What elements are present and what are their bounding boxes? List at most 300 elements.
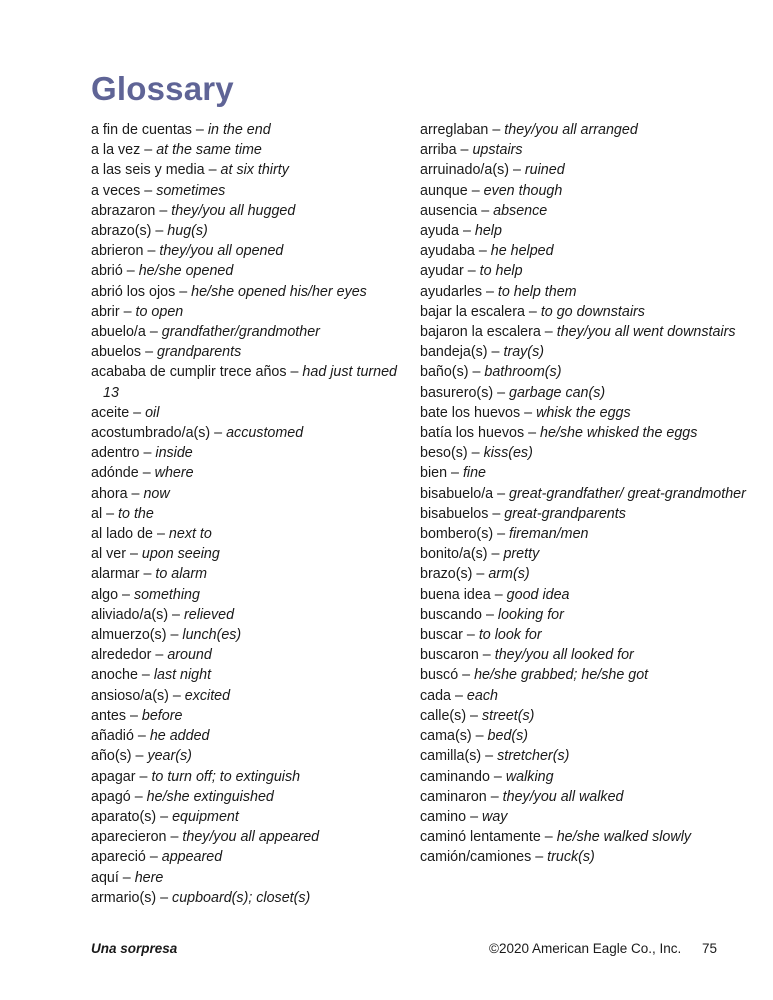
glossary-entry (420, 847, 750, 867)
glossary-term: buscar (420, 627, 463, 644)
glossary-entry (420, 423, 750, 443)
glossary-separator: – (168, 606, 184, 623)
glossary-separator: – (524, 425, 541, 442)
glossary-separator: – (493, 526, 510, 543)
glossary-separator: – (487, 344, 504, 361)
glossary-definition: bed(s) (487, 728, 529, 745)
glossary-definition: last night (153, 667, 212, 684)
glossary-definition: good idea (506, 586, 570, 603)
glossary-definition: inside (155, 445, 193, 462)
glossary-term: bajar la escalera (420, 303, 525, 320)
glossary-separator: – (520, 404, 537, 421)
glossary-entry (420, 625, 750, 645)
glossary-term: bisabuelo/a (420, 485, 494, 502)
glossary-separator: – (153, 526, 169, 543)
glossary-separator: – (481, 748, 498, 765)
glossary-separator: – (286, 364, 303, 381)
glossary-separator: – (466, 707, 482, 724)
glossary-entry (91, 120, 401, 140)
glossary-separator: – (156, 808, 173, 825)
glossary-definition: to alarm (155, 566, 208, 583)
glossary-definition: here (134, 869, 164, 886)
glossary-term: alarmar (91, 566, 140, 583)
glossary-entry (91, 403, 401, 423)
glossary-definition: great-grandparents (504, 505, 626, 522)
glossary-term: ayudar (420, 263, 464, 280)
glossary-separator: – (118, 586, 134, 603)
glossary-term: camino (420, 808, 467, 825)
glossary-separator: – (474, 243, 491, 260)
glossary-term: bandeja(s) (420, 344, 488, 361)
glossary-term: beso(s) (420, 445, 468, 462)
glossary-entry (420, 787, 750, 807)
glossary-entry (91, 282, 401, 302)
glossary-entry (91, 665, 401, 685)
glossary-definition: something (133, 586, 200, 603)
glossary-separator: – (447, 465, 463, 482)
glossary-separator: – (122, 263, 139, 280)
glossary-definition: he added (149, 728, 210, 745)
glossary-separator: – (472, 566, 489, 583)
glossary-entry (91, 463, 401, 483)
glossary-entry (420, 767, 750, 787)
glossary-term: bombero(s) (420, 526, 494, 543)
glossary-separator: – (451, 687, 467, 704)
footer-book-title: Una sorpresa (91, 941, 178, 956)
glossary-definition: to turn off; to extinguish (151, 768, 301, 785)
glossary-entry (91, 625, 401, 645)
glossary-definition: now (143, 485, 170, 502)
glossary-separator: – (130, 788, 147, 805)
glossary-separator: – (191, 122, 208, 138)
glossary-separator: – (175, 283, 192, 300)
glossary-separator: – (462, 627, 479, 644)
glossary-entry (91, 504, 401, 524)
glossary-entry (91, 524, 401, 544)
glossary-definition: to open (135, 303, 184, 320)
glossary-definition: grandparents (157, 344, 242, 361)
glossary-entry (91, 140, 401, 160)
glossary-entry (91, 342, 401, 362)
glossary-entry (420, 524, 750, 544)
glossary-entry (420, 241, 750, 261)
glossary-entry (420, 726, 750, 746)
glossary-term: camilla(s) (420, 748, 482, 765)
glossary-term: almuerzo(s) (91, 627, 167, 644)
glossary-entry (91, 201, 401, 221)
glossary-entry (91, 443, 401, 463)
glossary-separator: – (145, 324, 162, 341)
glossary-entry (91, 645, 401, 665)
glossary-entry (420, 302, 750, 322)
glossary-term: arruinado/a(s) (420, 162, 509, 179)
glossary-entry (420, 686, 750, 706)
glossary-definition: garbage can(s) (509, 384, 606, 401)
glossary-term: acostumbrado/a(s) (91, 425, 211, 442)
glossary-definition: they/you all opened (159, 243, 284, 260)
glossary-separator: – (531, 849, 548, 866)
glossary-term: aceite (91, 404, 130, 421)
glossary-term: abrazaron (91, 202, 156, 219)
glossary-entry (91, 605, 401, 625)
glossary-entry (91, 686, 401, 706)
glossary-separator: – (168, 687, 185, 704)
glossary-entry (91, 888, 401, 908)
glossary-term: abuelo/a (91, 324, 146, 341)
glossary-entry (91, 827, 401, 847)
glossary-term: calle(s) (420, 707, 467, 724)
glossary-entry (91, 160, 401, 180)
glossary-definition: truck(s) (547, 849, 595, 866)
glossary-separator: – (489, 768, 506, 785)
glossary-entry (420, 807, 750, 827)
glossary-entry (420, 403, 750, 423)
glossary-definition: to look for (478, 627, 542, 644)
glossary-entry (420, 645, 750, 665)
glossary-definition: tray(s) (503, 344, 544, 361)
glossary-term: antes (91, 707, 126, 724)
glossary-definition: fine (462, 465, 486, 482)
glossary-term: acababa de cumplir trece años (91, 364, 287, 381)
glossary-term: aliviado/a(s) (91, 606, 169, 623)
glossary-definition: oil (145, 404, 160, 421)
glossary-term: al (91, 505, 103, 522)
glossary-separator: – (119, 303, 136, 320)
glossary-definition: bathroom(s) (484, 364, 562, 381)
glossary-separator: – (509, 162, 525, 179)
glossary-separator: – (482, 283, 498, 300)
glossary-separator: – (467, 182, 484, 199)
glossary-separator: – (166, 627, 183, 644)
glossary-term: bonito/a(s) (420, 546, 488, 563)
glossary-separator: – (151, 223, 168, 240)
glossary-term: al lado de (91, 526, 154, 543)
glossary-term: baño(s) (420, 364, 469, 381)
glossary-term: año(s) (91, 748, 132, 765)
glossary-entry (91, 767, 401, 787)
glossary-term: arriba (420, 142, 457, 159)
glossary-entry (420, 140, 750, 160)
glossary-definition: looking for (497, 606, 564, 623)
glossary-entry (91, 261, 401, 281)
glossary-entry (91, 807, 401, 827)
glossary-definition: he/she whisked the eggs (540, 425, 698, 442)
glossary-term: cada (420, 687, 452, 704)
glossary-term: camión/camiones (420, 849, 532, 866)
glossary-term: armario(s) (91, 889, 157, 906)
glossary-entry (420, 484, 750, 504)
glossary-term: a la vez (91, 142, 141, 159)
glossary-entry (420, 181, 750, 201)
glossary-separator: – (118, 869, 135, 886)
glossary-term: abrieron (91, 243, 144, 260)
glossary-definition: relieved (183, 606, 235, 623)
glossary-term: ayudaba (420, 243, 475, 260)
glossary-separator: – (478, 647, 495, 664)
glossary-definition: he helped (490, 243, 554, 260)
glossary-definition: he/she opened (138, 263, 234, 280)
glossary-separator: – (540, 829, 557, 846)
glossary-entry (420, 827, 750, 847)
glossary-term: brazo(s) (420, 566, 473, 583)
glossary-definition: help (474, 223, 502, 240)
glossary-entry (91, 423, 401, 443)
glossary-entry (91, 726, 401, 746)
glossary-definition: they/you all hugged (171, 202, 296, 219)
glossary-term: batía los huevos (420, 425, 525, 442)
glossary-term: abrir (91, 303, 120, 320)
glossary-term: anoche (91, 667, 138, 684)
glossary-term: apareció (91, 849, 146, 866)
glossary-entry (91, 181, 401, 201)
glossary-separator: – (204, 162, 221, 179)
glossary-entry (420, 383, 750, 403)
glossary-definition: whisk the eggs (536, 404, 631, 421)
glossary-entry (420, 504, 750, 524)
glossary-definition: he/she grabbed; he/she got (474, 667, 649, 684)
glossary-separator: – (540, 324, 557, 341)
glossary-definition: pretty (503, 546, 540, 563)
glossary-separator: – (139, 566, 156, 583)
glossary-entry (91, 868, 401, 888)
glossary-separator: – (138, 465, 155, 482)
glossary-term: apagó (91, 788, 131, 805)
glossary-term: aunque (420, 182, 468, 199)
glossary-term: a veces (91, 182, 141, 199)
glossary-term: bajaron la escalera (420, 324, 541, 341)
glossary-separator: – (490, 586, 507, 603)
glossary-definition: lunch(es) (182, 627, 242, 644)
glossary-term: algo (91, 586, 119, 603)
glossary-definition: year(s) (147, 748, 192, 765)
glossary-definition: way (482, 808, 508, 825)
glossary-term: arreglaban (420, 122, 489, 138)
glossary-entry (91, 706, 401, 726)
glossary-definition: arm(s) (488, 566, 530, 583)
glossary-definition: great-grandfather/ great-grandmother (509, 485, 746, 502)
glossary-entry (420, 665, 750, 685)
glossary-separator: – (125, 707, 142, 724)
glossary-definition: accustomed (226, 425, 304, 442)
glossary-term: ausencia (420, 202, 478, 219)
glossary-separator: – (524, 303, 541, 320)
glossary-separator: – (140, 182, 157, 199)
glossary-entry (91, 564, 401, 584)
glossary-term: apagar (91, 768, 136, 785)
glossary-separator: – (125, 546, 142, 563)
page-title: Glossary (91, 70, 234, 107)
glossary-entry (420, 160, 750, 180)
glossary-entry (91, 241, 401, 261)
glossary-entry (91, 221, 401, 241)
glossary-entry (91, 847, 401, 867)
glossary-term: adónde (91, 465, 139, 482)
glossary-term: cama(s) (420, 728, 472, 745)
glossary-term: ayuda (420, 223, 459, 240)
glossary-entry (91, 484, 401, 504)
glossary-entry (420, 342, 750, 362)
glossary-definition: ruined (524, 162, 565, 179)
glossary-separator: – (102, 505, 119, 522)
glossary-entry (91, 544, 401, 564)
glossary-entry (420, 120, 750, 140)
glossary-definition: street(s) (481, 707, 535, 724)
glossary-definition: each (466, 687, 498, 704)
glossary-definition: hug(s) (167, 223, 208, 240)
glossary-term: basurero(s) (420, 384, 494, 401)
glossary-definition: kiss(es) (483, 445, 533, 462)
glossary-term: al ver (91, 546, 126, 563)
glossary-term: a fin de cuentas (91, 122, 192, 138)
glossary-separator: – (155, 202, 172, 219)
glossary-entry (420, 261, 750, 281)
glossary-separator: – (166, 829, 183, 846)
glossary-entry (420, 746, 750, 766)
glossary-separator: – (488, 122, 505, 138)
glossary-separator: – (129, 404, 146, 421)
glossary-definition: they/you all appeared (182, 829, 320, 846)
glossary-separator: – (467, 445, 484, 462)
glossary-separator: – (135, 768, 152, 785)
glossary-separator: – (143, 243, 160, 260)
glossary-term: caminó lentamente (420, 829, 541, 846)
glossary-definition: to go downstairs (540, 303, 645, 320)
glossary-definition: upstairs (472, 142, 523, 159)
glossary-entry (91, 362, 401, 402)
glossary-separator: – (141, 344, 157, 361)
glossary-term: ahora (91, 485, 128, 502)
glossary-definition: stretcher(s) (497, 748, 570, 765)
glossary-term: añadió (91, 728, 134, 745)
glossary-definition: excited (184, 687, 231, 704)
glossary-definition: before (141, 707, 183, 724)
glossary-term: abrió los ojos (91, 283, 176, 300)
glossary-definition: equipment (172, 808, 239, 825)
glossary-definition: appeared (161, 849, 223, 866)
glossary-separator: – (456, 142, 473, 159)
glossary-definition: to the (118, 505, 154, 522)
glossary-definition: he/she extinguished (146, 788, 274, 805)
glossary-definition: around (167, 647, 212, 664)
glossary-term: buscó (420, 667, 459, 684)
glossary-separator: – (493, 384, 510, 401)
glossary-entry (91, 787, 401, 807)
glossary-entry (91, 746, 401, 766)
glossary-separator: – (145, 849, 162, 866)
glossary-definition: upon seeing (141, 546, 220, 563)
glossary-separator: – (477, 202, 494, 219)
glossary-term: aparato(s) (91, 808, 157, 825)
glossary-definition: they/you all went downstairs (556, 324, 736, 341)
glossary-separator: – (458, 223, 475, 240)
glossary-definition: at six thirty (220, 162, 289, 179)
glossary-separator: – (482, 606, 498, 623)
glossary-entry (420, 544, 750, 564)
glossary-term: adentro (91, 445, 140, 462)
glossary-separator: – (487, 546, 504, 563)
glossary-entry (91, 585, 401, 605)
glossary-term: buena idea (420, 586, 491, 603)
glossary-entry (420, 706, 750, 726)
glossary-column-left (91, 120, 401, 908)
glossary-term: ansioso/a(s) (91, 687, 169, 704)
footer-copyright: ©2020 American Eagle Co., Inc. (489, 941, 682, 956)
glossary-definition: walking (505, 768, 554, 785)
glossary-definition: absence (493, 202, 548, 219)
glossary-entry (91, 302, 401, 322)
glossary-definition: in the end (207, 122, 271, 138)
glossary-definition: even though (483, 182, 563, 199)
glossary-separator: – (493, 485, 510, 502)
glossary-definition: at the same time (156, 142, 262, 159)
glossary-separator: – (156, 889, 173, 906)
glossary-term: bate los huevos (420, 404, 521, 421)
glossary-term: caminando (420, 768, 490, 785)
glossary-term: buscando (420, 606, 483, 623)
glossary-separator: – (471, 728, 488, 745)
glossary-definition: fireman/men (509, 526, 589, 543)
glossary-separator: – (139, 445, 156, 462)
glossary-term: abrazo(s) (91, 223, 152, 240)
glossary-entry (420, 201, 750, 221)
glossary-entry (420, 362, 750, 382)
glossary-term: abrió (91, 263, 123, 280)
glossary-term: bien (420, 465, 448, 482)
glossary-separator: – (468, 364, 485, 381)
glossary-separator: – (133, 728, 150, 745)
glossary-entry (420, 322, 750, 342)
glossary-entry (420, 605, 750, 625)
glossary-term: ayudarles (420, 283, 482, 300)
glossary-separator: – (131, 748, 148, 765)
glossary-separator: – (463, 263, 480, 280)
glossary-definition: to help them (497, 283, 577, 300)
glossary-definition: where (154, 465, 194, 482)
glossary-separator: – (137, 667, 154, 684)
glossary-entry (420, 221, 750, 241)
glossary-definition: he/she walked slowly (556, 829, 692, 846)
glossary-separator: – (458, 667, 475, 684)
glossary-term: alrededor (91, 647, 152, 664)
glossary-definition: cupboard(s); closet(s) (172, 889, 311, 906)
glossary-term: bisabuelos (420, 505, 489, 522)
glossary-definition: to help (479, 263, 523, 280)
glossary-separator: – (140, 142, 157, 159)
glossary-entry (420, 282, 750, 302)
glossary-separator: – (486, 788, 503, 805)
glossary-entry (91, 322, 401, 342)
glossary-definition: they/you all arranged (504, 122, 638, 138)
glossary-term: a las seis y media (91, 162, 205, 179)
glossary-separator: – (210, 425, 227, 442)
glossary-separator: – (151, 647, 168, 664)
page-number: 75 (702, 941, 718, 956)
glossary-term: buscaron (420, 647, 479, 664)
glossary-term: abuelos (91, 344, 142, 361)
glossary-definition: had just turned 13 (103, 364, 398, 401)
glossary-definition: they/you all looked for (494, 647, 634, 664)
glossary-entry (420, 585, 750, 605)
glossary-definition: they/you all walked (502, 788, 624, 805)
glossary-separator: – (127, 485, 144, 502)
glossary-term: aquí (91, 869, 119, 886)
glossary-entry (420, 443, 750, 463)
glossary-separator: – (466, 808, 482, 825)
glossary-definition: he/she opened his/her eyes (191, 283, 367, 300)
glossary-entry (420, 564, 750, 584)
glossary-column-right (420, 120, 750, 868)
glossary-definition: sometimes (156, 182, 226, 199)
